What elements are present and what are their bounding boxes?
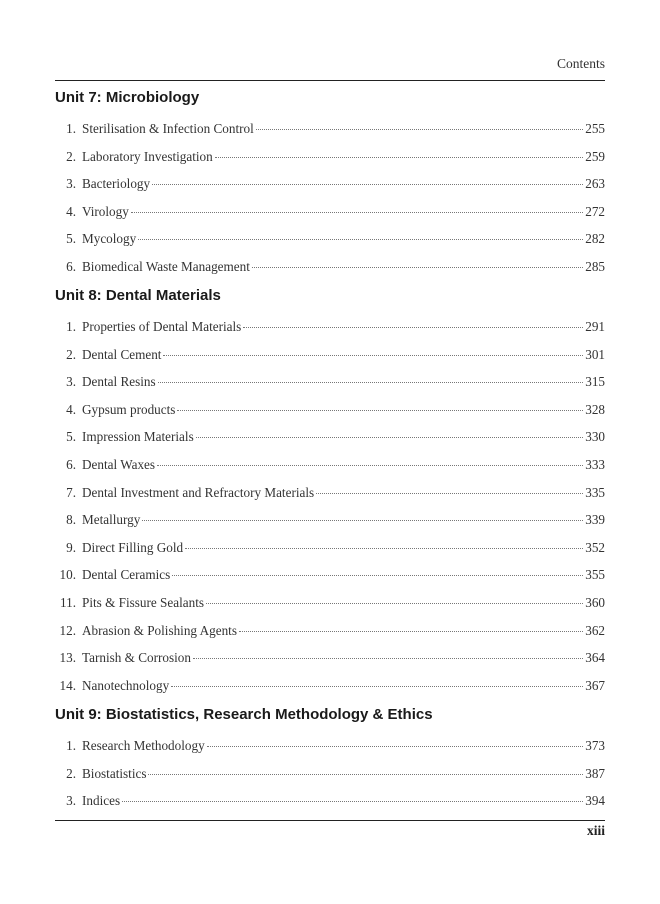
- toc-entry-page: 335: [585, 484, 605, 500]
- toc-entry-number: 2.: [66, 346, 76, 362]
- dot-leader: [177, 410, 583, 411]
- toc-entry-title: Dental Cement: [82, 346, 162, 362]
- dot-leader: [193, 658, 583, 659]
- toc-entry-number: 8.: [66, 512, 76, 528]
- toc-entry[interactable]: [55, 319, 605, 347]
- toc-entry-page: 315: [585, 374, 605, 390]
- toc-entry-title: Properties of Dental Materials: [82, 319, 242, 334]
- dot-leader: [122, 801, 583, 802]
- toc-entry[interactable]: [55, 540, 605, 568]
- toc-entry-page: 364: [585, 650, 605, 666]
- toc-entry-number: 9.: [66, 539, 76, 555]
- toc-entry-page: 355: [585, 567, 605, 583]
- unit-section: [55, 87, 605, 287]
- toc-entry-number: 2.: [66, 765, 76, 781]
- toc-entry[interactable]: [55, 176, 605, 204]
- toc-entry[interactable]: [55, 650, 605, 678]
- dot-leader: [243, 327, 583, 328]
- running-header: Contents: [556, 56, 605, 71]
- toc-entry-title: Virology: [82, 203, 129, 219]
- toc-entry[interactable]: [55, 766, 605, 794]
- toc-entry-title: Nanotechnology: [82, 677, 170, 693]
- toc-entry[interactable]: [55, 402, 605, 430]
- toc-entry[interactable]: [55, 457, 605, 485]
- toc-entry-number: 3.: [66, 793, 76, 809]
- toc-entry-page: 272: [585, 203, 605, 219]
- dot-leader: [172, 575, 583, 576]
- toc-entry-page: 328: [585, 401, 605, 417]
- toc-entry-page: 339: [585, 512, 605, 528]
- unit-title: Unit 9: Biostatistics, Research Methodology & Ethics: [55, 706, 433, 723]
- toc-entry[interactable]: [55, 678, 605, 706]
- unit-title: Unit 7: Microbiology: [55, 89, 200, 106]
- page-number: xiii: [586, 823, 605, 838]
- toc-entry-title: Tarnish & Corrosion: [82, 650, 191, 666]
- toc-entry-title: Research Methodology: [82, 738, 205, 753]
- toc-entry-page: 394: [585, 793, 605, 809]
- toc-entry-title: Sterilisation & Infection Control: [82, 121, 254, 136]
- toc-entry-title: Direct Filling Gold: [82, 539, 184, 555]
- toc-entry[interactable]: [55, 347, 605, 375]
- toc-entry-number: 3.: [66, 176, 76, 192]
- dot-leader: [316, 493, 583, 494]
- toc-entry-page: 301: [585, 346, 605, 362]
- dot-leader: [142, 520, 583, 521]
- toc-entry[interactable]: [55, 429, 605, 457]
- toc-entry[interactable]: [55, 623, 605, 651]
- toc-entry[interactable]: [55, 567, 605, 595]
- toc-entry[interactable]: [55, 374, 605, 402]
- dot-leader: [185, 548, 583, 549]
- dot-leader: [138, 239, 583, 240]
- footer-rule: [55, 820, 605, 821]
- toc-entry[interactable]: [55, 259, 605, 287]
- dot-leader: [148, 774, 583, 775]
- toc-entry-number: 6.: [66, 456, 76, 472]
- unit-section: [55, 704, 605, 821]
- toc-list: [55, 738, 605, 821]
- toc-entry-number: 6.: [66, 258, 76, 274]
- dot-leader: [239, 631, 583, 632]
- toc-entry-title: Biostatistics: [82, 765, 147, 781]
- dot-leader: [256, 129, 583, 130]
- toc-entry-number: 1.: [66, 319, 76, 334]
- dot-leader: [171, 686, 583, 687]
- toc-entry-title: Dental Waxes: [82, 456, 156, 472]
- toc-entry-page: 387: [585, 765, 605, 781]
- toc-entry[interactable]: [55, 204, 605, 232]
- toc-entry-title: Abrasion & Polishing Agents: [82, 622, 237, 638]
- toc-entry-page: 285: [585, 258, 605, 274]
- toc-entry-number: 5.: [66, 429, 76, 445]
- toc-entry-number: 1.: [66, 738, 76, 753]
- dot-leader: [252, 267, 583, 268]
- dot-leader: [196, 437, 584, 438]
- toc-entry[interactable]: [55, 121, 605, 149]
- toc-entry-number: 7.: [66, 484, 76, 500]
- dot-leader: [158, 382, 584, 383]
- toc-entry[interactable]: [55, 793, 605, 821]
- toc-entry-page: 255: [585, 121, 605, 136]
- unit-title: Unit 8: Dental Materials: [55, 287, 221, 304]
- toc-entry-title: Pits & Fissure Sealants: [82, 594, 204, 610]
- toc-entry-title: Gypsum products: [82, 401, 176, 417]
- toc-entry[interactable]: [55, 231, 605, 259]
- toc-entry-number: 1.: [66, 121, 76, 136]
- toc-entry-title: Dental Resins: [82, 374, 156, 390]
- toc-entry-number: 12.: [59, 622, 76, 638]
- toc-entry-title: Bacteriology: [82, 176, 151, 192]
- toc-entry-title: Indices: [82, 793, 121, 809]
- dot-leader: [152, 184, 583, 185]
- dot-leader: [215, 157, 583, 158]
- toc-entry-number: 5.: [66, 231, 76, 247]
- dot-leader: [157, 465, 583, 466]
- toc-entry-number: 3.: [66, 374, 76, 390]
- toc-entry-title: Laboratory Investigation: [82, 148, 213, 164]
- toc-entry-page: 330: [585, 429, 605, 445]
- toc-entry-number: 14.: [59, 677, 76, 693]
- toc-list: [55, 121, 605, 287]
- toc-entry-number: 10.: [59, 567, 76, 583]
- toc-entry-page: 373: [585, 738, 605, 753]
- unit-section: [55, 285, 605, 705]
- dot-leader: [206, 603, 583, 604]
- dot-leader: [163, 355, 583, 356]
- toc-entry-page: 259: [585, 148, 605, 164]
- toc-entry-title: Dental Investment and Refractory Materials: [82, 484, 315, 500]
- toc-entry-title: Biomedical Waste Management: [82, 258, 250, 274]
- toc-list: [55, 319, 605, 705]
- toc-entry[interactable]: [55, 595, 605, 623]
- toc-entry-title: Dental Ceramics: [82, 567, 171, 583]
- toc-entry-page: 291: [585, 319, 605, 334]
- toc-entry-page: 362: [585, 622, 605, 638]
- toc-entry-number: 11.: [60, 594, 76, 610]
- toc-entry-title: Metallurgy: [82, 512, 141, 528]
- toc-entry[interactable]: [55, 512, 605, 540]
- toc-entry[interactable]: [55, 485, 605, 513]
- toc-entry-page: 367: [585, 677, 605, 693]
- toc-entry-number: 13.: [59, 650, 76, 666]
- dot-leader: [131, 212, 583, 213]
- toc-entry-page: 360: [585, 594, 605, 610]
- toc-entry-page: 263: [585, 176, 605, 192]
- toc-entry-page: 352: [585, 539, 605, 555]
- toc-entry-page: 333: [585, 456, 605, 472]
- header-rule: [55, 80, 605, 81]
- toc-entry-title: Impression Materials: [82, 429, 194, 445]
- toc-entry-number: 4.: [66, 401, 76, 417]
- toc-entry-page: 282: [585, 231, 605, 247]
- toc-entry-number: 4.: [66, 203, 76, 219]
- toc-entry-title: Mycology: [82, 231, 137, 247]
- toc-entry[interactable]: [55, 149, 605, 177]
- dot-leader: [207, 746, 584, 747]
- toc-entry[interactable]: [55, 738, 605, 766]
- toc-entry-number: 2.: [66, 148, 76, 164]
